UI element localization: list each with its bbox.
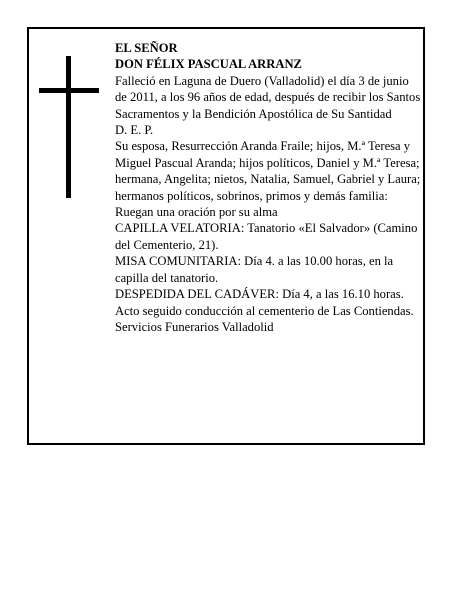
cross-horizontal-bar [39,88,99,93]
family-list: Su esposa, Resurrección Aranda Fraile; hijos, M.ª Teresa y Miguel Pascual Aranda; hijos políticos, Daniel y M.ª Teresa; hermana, Angelita; nietos, Natalia, Samuel, Gabriel y Laura; hermanos políticos, sobrinos, primos y demás familia: [115,139,421,203]
funeral-services: Servicios Funerarios Valladolid [115,319,274,334]
cross-vertical-bar [66,56,71,198]
prayer-request: Ruegan una oración por su alma [115,205,278,220]
notice-title-line1: EL SEÑOR [115,41,178,55]
obituary-notice [27,27,425,445]
cross-icon [39,56,99,198]
death-statement: Falleció en Laguna de Duero (Valladolid) el día 3 de junio de 2011, a los 96 años de edad, después de recibir los Santos Sacramentos y la Bendición Apostólica de Su Santidad [115,73,421,121]
notice-text-block [115,40,423,335]
farewell-info: DESPEDIDA DEL CADÁVER: Día 4, a las 16.10 horas. Acto seguido conducción al cementerio de Las Contiendas. [115,287,414,318]
chapel-info: CAPILLA VELATORIA: Tanatorio «El Salvador» (Camino del Cementerio, 21). [115,221,418,252]
mass-info: MISA COMUNITARIA: Día 4. a las 10.00 horas, en la capilla del tanatorio. [115,254,394,285]
rip-line: D. E. P. [115,123,154,138]
deceased-name: DON FÉLIX PASCUAL ARRANZ [115,57,302,72]
